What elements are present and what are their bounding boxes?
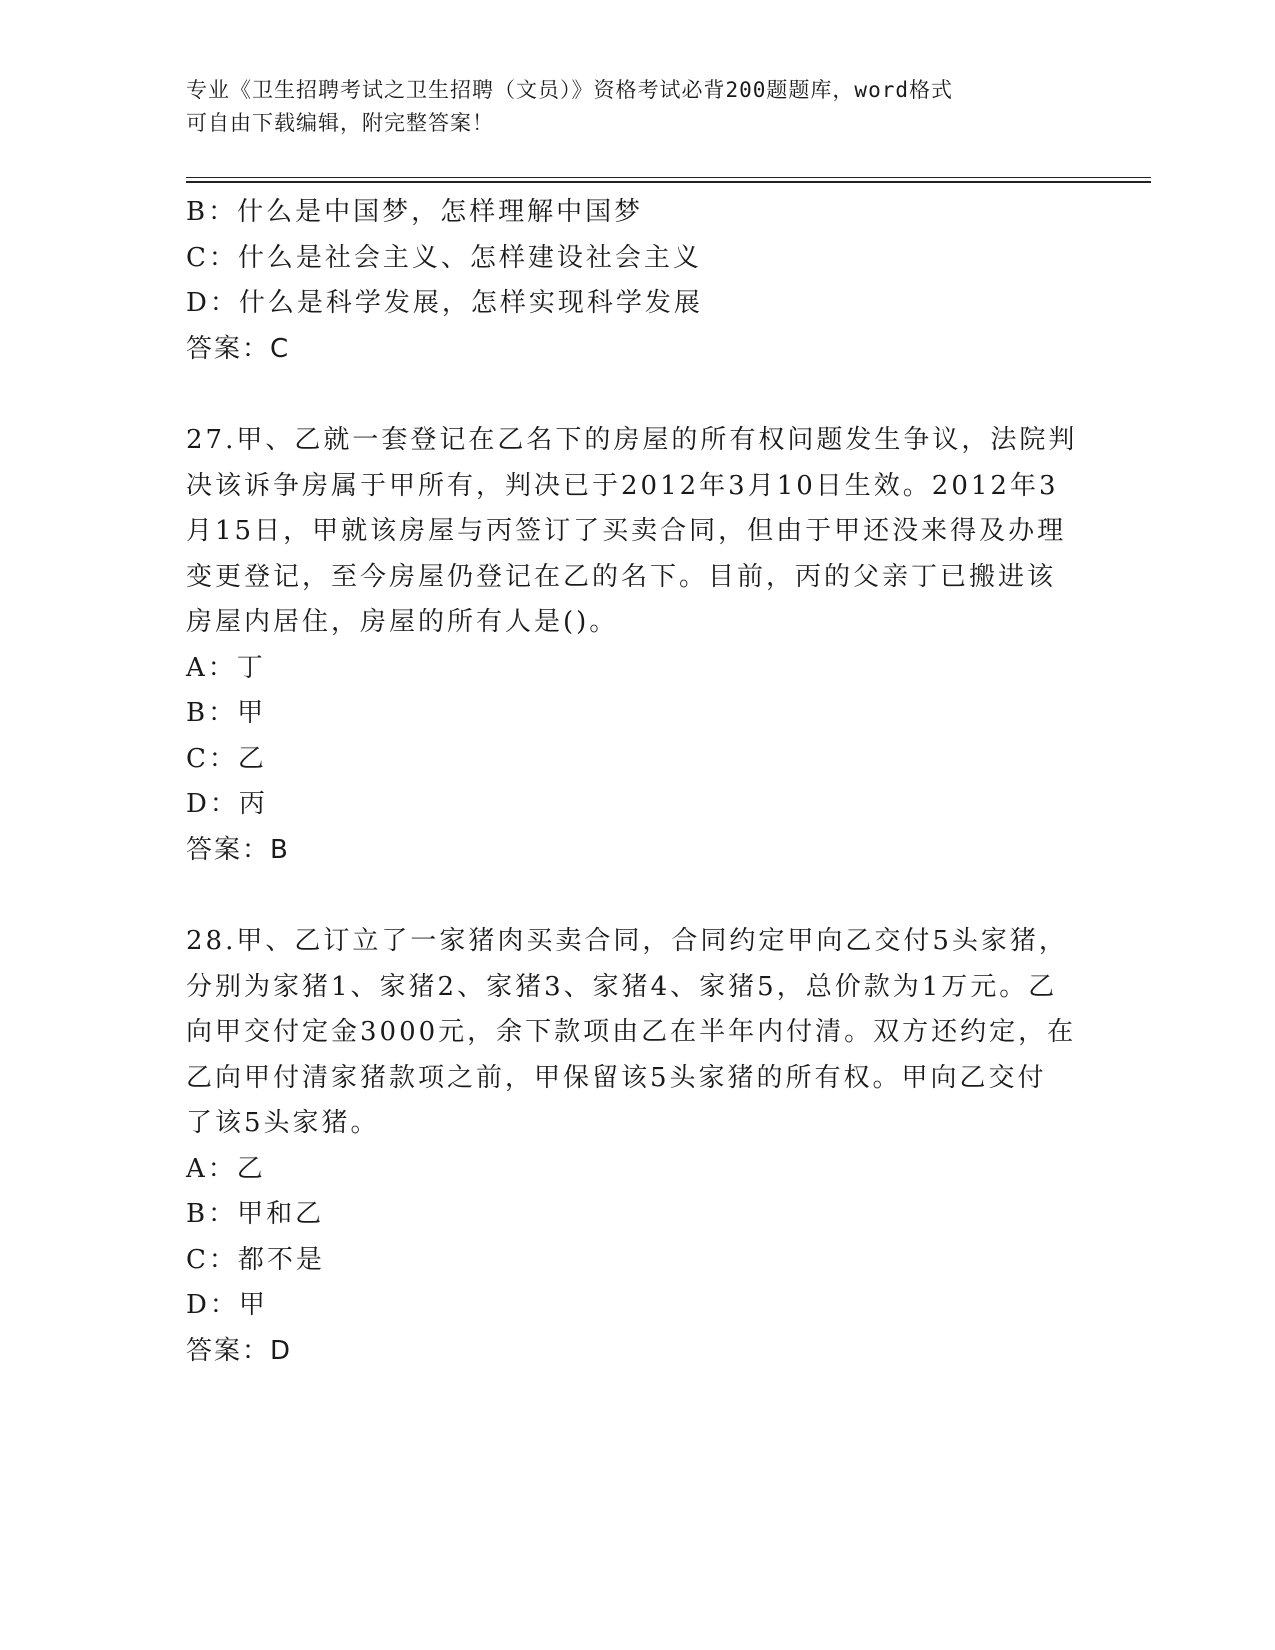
question-27-answer: 答案：B [186,834,290,865]
question-27-block [186,418,1086,873]
header-line-2: 可自由下载编辑，附完整答案！ [186,111,494,135]
question-28-text-line-1: 28.甲、乙订立了一家猪肉买卖合同，合同约定甲向乙交付5头家猪， [186,926,1068,956]
answer-line: 答案：C [186,333,291,364]
header-line-1: 专业《卫生招聘考试之卫生招聘（文员）》资格考试必背200题题库，word格式 [186,78,953,102]
question-27-text-line-2: 决该诉争房属于甲所有，判决已于2012年3月10日生效。2012年3 [186,470,1059,501]
question-28-text-line-3: 向甲交付定金3000元，余下款项由乙在半年内付清。双方还约定，在 [186,1017,1077,1047]
question-28-text-line-5: 了该5头家猪。 [186,1108,380,1138]
document-body [186,190,1086,1374]
question-27-text-line-3: 月15日，甲就该房屋与丙签订了买卖合同，但由于甲还没来得及办理 [186,516,1067,546]
question-28-option-d: D：甲 [186,1290,268,1320]
option-d: D：什么是科学发展，怎样实现科学发展 [186,288,703,318]
question-28-option-c: C：都不是 [186,1244,325,1275]
option-c: C：什么是社会主义、怎样建设社会主义 [186,242,702,273]
question-28-option-b: B：甲和乙 [186,1199,325,1229]
spacer [186,873,1086,919]
header-divider-thick [186,181,1151,183]
question-27-option-b: B：甲 [186,698,267,728]
question-27-option-c: C：乙 [186,743,267,774]
question-27-option-a: A：丁 [186,652,266,683]
header-divider-thin [186,177,1151,178]
spacer [186,372,1086,418]
question-28-block [186,919,1086,1374]
question-27-text-line-4: 变更登记，至今房屋仍登记在乙的名下。目前，丙的父亲丁已搬进该 [186,561,1057,592]
question-28-text-line-4: 乙向甲付清家猪款项之前，甲保留该5头家猪的所有权。甲向乙交付 [186,1062,1047,1093]
question-28-text-line-2: 分别为家猪1、家猪2、家猪3、家猪4、家猪5，总价款为1万元。乙 [186,971,1058,1002]
prev-question-block [186,190,1086,372]
question-27-text-line-5: 房屋内居住，房屋的所有人是()。 [186,607,619,637]
question-27-option-d: D：丙 [186,789,268,819]
question-28-option-a: A：乙 [186,1153,266,1184]
option-b: B：什么是中国梦，怎样理解中国梦 [186,197,644,227]
document-header [186,74,1066,140]
question-28-answer: 答案：D [186,1335,293,1366]
question-27-text-line-1: 27.甲、乙就一套登记在乙名下的房屋的所有权问题发生争议，法院判 [186,425,1078,455]
